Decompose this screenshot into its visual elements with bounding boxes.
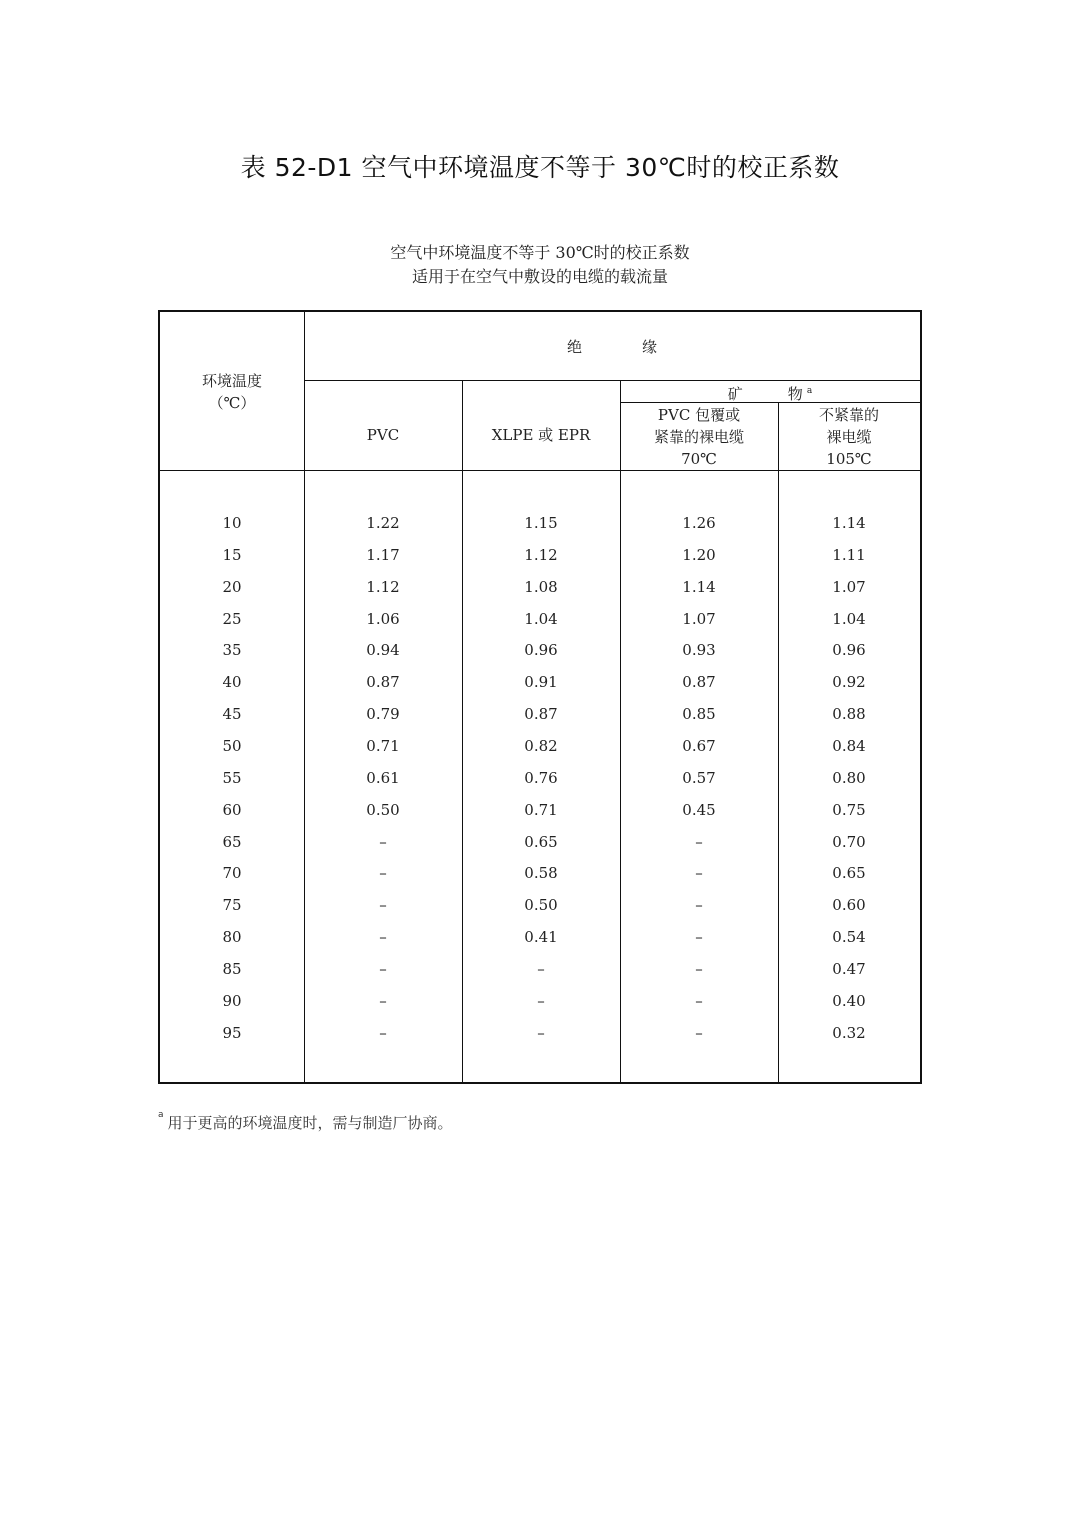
header-ambient-unit: （℃） [208, 394, 256, 412]
mineral-pvc-cell: – [695, 991, 703, 1010]
pvc-cell: 0.79 [366, 705, 400, 724]
mineral-pvc-cell: 0.93 [682, 641, 716, 660]
footnote-text: 用于更高的环境温度时，需与制造厂协商。 [167, 1114, 453, 1132]
xlpe-epr-cell: 0.91 [524, 673, 558, 692]
header-mineral-bare [778, 404, 920, 470]
mineral-bare-cell: 0.40 [832, 991, 866, 1010]
xlpe-epr-cell: 0.41 [524, 928, 558, 947]
mineral-pvc-cell: 0.87 [682, 673, 716, 692]
mineral-pvc-cell: – [695, 832, 703, 851]
xlpe-epr-cell: 0.87 [524, 705, 558, 724]
xlpe-epr-cell: 0.82 [524, 736, 558, 755]
pvc-cell: – [379, 928, 387, 947]
ambient-temperature-cell: 85 [222, 959, 242, 978]
mineral-bare-cell: 0.47 [832, 959, 866, 978]
ambient-temperature-cell: 10 [222, 514, 242, 532]
table-caption-line-1: 空气中环境温度不等于 30℃时的校正系数 [390, 243, 690, 262]
xlpe-epr-cell: 0.96 [524, 641, 558, 660]
mineral-bare-cell: 0.92 [832, 673, 866, 692]
mineral-bare-cell: 0.32 [832, 1023, 866, 1042]
correction-factor-table [158, 310, 922, 1084]
ambient-temperature-cell: 20 [222, 577, 242, 596]
header-mineral-pvc-sheathed [620, 404, 778, 470]
mineral-pvc-cell: – [695, 1023, 703, 1042]
ambient-temperature-cell: 70 [222, 864, 242, 883]
ambient-temperature-cell: 90 [222, 991, 242, 1010]
xlpe-epr-cell: – [537, 991, 545, 1010]
xlpe-epr-cell: 0.71 [524, 800, 558, 819]
mineral-bare-cell: 0.96 [832, 641, 866, 660]
mineral-pvc-cell: 1.20 [682, 545, 716, 564]
xlpe-epr-cell: 0.76 [524, 768, 558, 787]
ambient-temperature-cell: 60 [222, 800, 242, 819]
footnote-mark: a [158, 1110, 164, 1120]
mineral-bare-cell: 1.11 [832, 545, 866, 564]
ambient-temperature-cell: 75 [222, 896, 242, 915]
ambient-temperature-cell: 25 [222, 609, 242, 628]
mineral-pvc-cell: – [695, 896, 703, 915]
rule-header-bottom [160, 470, 920, 471]
xlpe-epr-cell: 0.58 [524, 864, 558, 883]
mineral-pvc-cell: 1.07 [682, 609, 716, 628]
header-mineral-bare-line-1: 不紧靠的 [818, 406, 879, 424]
pvc-cell: – [379, 896, 387, 915]
mineral-bare-cell: 0.88 [832, 705, 866, 724]
header-mineral-pvc-line-2: 紧靠的裸电缆 [653, 428, 744, 446]
ambient-temperature-cell: 35 [222, 641, 242, 660]
footnote [158, 1112, 453, 1133]
header-mineral-pvc-line-1: PVC 包覆或 [657, 406, 741, 424]
ambient-temperature-cell: 50 [222, 736, 242, 755]
header-ambient-label: 环境温度 [201, 372, 262, 390]
mineral-bare-cell: 0.84 [832, 736, 866, 755]
header-mineral-bare-line-2: 裸电缆 [826, 428, 872, 446]
xlpe-epr-cell: 0.65 [524, 832, 558, 851]
ambient-temperature-cell: 15 [222, 545, 242, 564]
mineral-bare-cell: 0.70 [832, 832, 866, 851]
header-mineral [620, 380, 920, 405]
header-mineral-pvc-line-3: 70℃ [681, 450, 717, 468]
header-xlpe-epr: XLPE 或 EPR [491, 426, 591, 444]
mineral-pvc-cell: 0.67 [682, 736, 716, 755]
xlpe-epr-cell: – [537, 1023, 545, 1042]
mineral-bare-cell: 0.54 [832, 928, 866, 947]
pvc-cell: 0.61 [366, 768, 400, 787]
pvc-cell: 1.06 [366, 609, 400, 628]
xlpe-epr-cell: – [537, 959, 545, 978]
pvc-cell: – [379, 959, 387, 978]
mineral-bare-cell: 1.07 [832, 577, 866, 596]
header-mineral-label: 矿 物 [727, 385, 803, 403]
mineral-pvc-cell: 1.26 [682, 514, 716, 532]
xlpe-epr-cell: 1.04 [524, 609, 558, 628]
mineral-pvc-cell: – [695, 928, 703, 947]
pvc-cell: – [379, 832, 387, 851]
xlpe-epr-cell: 1.08 [524, 577, 558, 596]
ambient-temperature-cell: 80 [222, 928, 242, 947]
header-ambient-temperature [160, 370, 304, 414]
mineral-pvc-cell: – [695, 864, 703, 883]
mineral-pvc-cell: 0.85 [682, 705, 716, 724]
ambient-temperature-cell: 55 [222, 768, 242, 787]
pvc-cell: 1.12 [366, 577, 400, 596]
pvc-cell: 0.50 [366, 800, 400, 819]
mineral-bare-cell: 0.65 [832, 864, 866, 883]
pvc-cell: 1.17 [366, 545, 400, 564]
page-title: 表 52-D1 空气中环境温度不等于 30℃时的校正系数 [240, 153, 840, 182]
mineral-bare-cell: 1.04 [832, 609, 866, 628]
header-pvc: PVC [366, 426, 400, 444]
header-mineral-bare-line-3: 105℃ [826, 450, 872, 468]
pvc-cell: 0.71 [366, 736, 400, 755]
pvc-cell: – [379, 864, 387, 883]
xlpe-epr-cell: 1.12 [524, 545, 558, 564]
mineral-pvc-cell: 0.57 [682, 768, 716, 787]
ambient-temperature-cell: 95 [222, 1023, 242, 1042]
mineral-bare-cell: 1.14 [832, 514, 866, 532]
header-insulation: 绝 缘 [566, 338, 657, 356]
mineral-bare-cell: 0.80 [832, 768, 866, 787]
pvc-cell: – [379, 1023, 387, 1042]
ambient-temperature-cell: 45 [222, 705, 242, 724]
ambient-temperature-cell: 40 [222, 673, 242, 692]
mineral-pvc-cell: – [695, 959, 703, 978]
mineral-bare-cell: 0.60 [832, 896, 866, 915]
xlpe-epr-cell: 0.50 [524, 896, 558, 915]
mineral-pvc-cell: 0.45 [682, 800, 716, 819]
ambient-temperature-cell: 65 [222, 832, 242, 851]
mineral-bare-cell: 0.75 [832, 800, 866, 819]
pvc-cell: 1.22 [366, 514, 400, 532]
table-caption-line-2: 适用于在空气中敷设的电缆的载流量 [411, 267, 668, 286]
header-mineral-footnote-mark: a [806, 386, 813, 396]
xlpe-epr-cell: 1.15 [524, 514, 558, 532]
pvc-cell: – [379, 991, 387, 1010]
pvc-cell: 0.87 [366, 673, 400, 692]
pvc-cell: 0.94 [366, 641, 400, 660]
mineral-pvc-cell: 1.14 [682, 577, 716, 596]
